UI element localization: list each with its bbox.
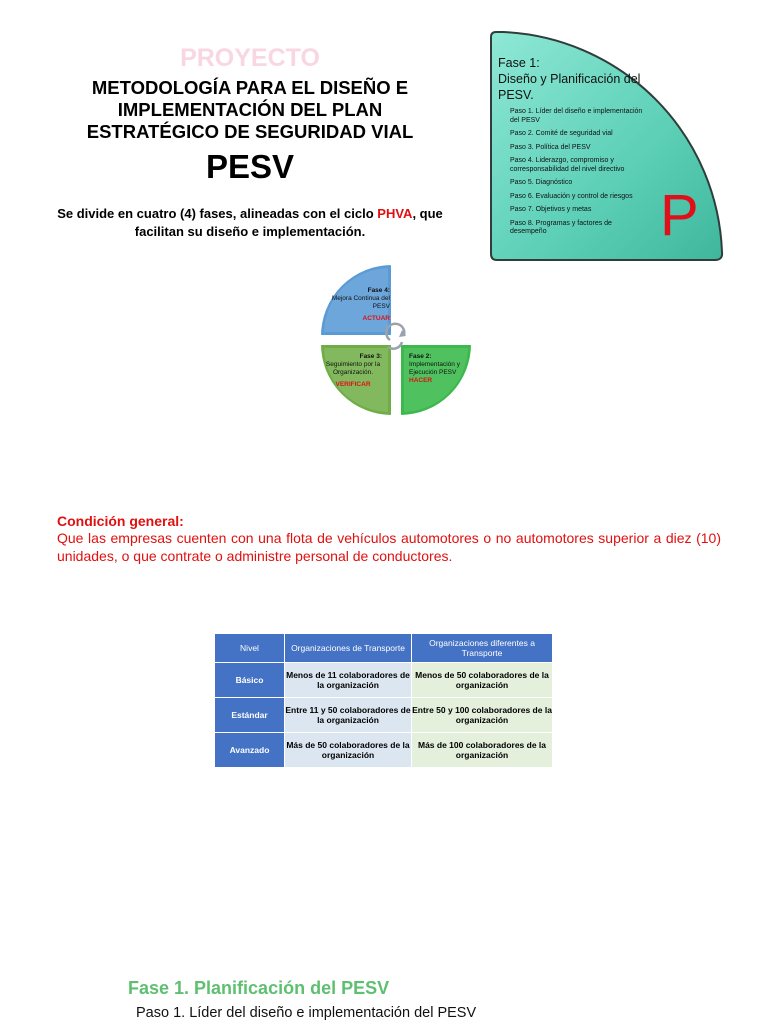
fase1-step: Paso 7. Objetivos y metas <box>510 206 592 213</box>
fase2-label <box>409 353 465 385</box>
title-line: ESTRATÉGICO DE SEGURIDAD VIAL <box>86 121 414 142</box>
step-line: Paso 1. Líder del diseño e implementación del PESV <box>136 1005 477 1021</box>
fase3-label <box>324 353 382 389</box>
otras-cell: Entre 50 y 100 colaboradores de la organización <box>412 698 553 733</box>
table-row <box>215 663 553 698</box>
fase1-step: Paso 5. Diagnóstico <box>510 179 573 186</box>
phva-highlight: PHVA <box>377 206 413 221</box>
title-line: METODOLOGÍA PARA EL DISEÑO E <box>91 77 409 98</box>
cycle-shapes <box>318 262 474 418</box>
phva-cycle-diagram <box>318 262 474 418</box>
otras-cell: Menos de 50 colaboradores de la organización <box>412 663 553 698</box>
intro-paragraph <box>55 205 445 241</box>
fase1-step: Paso 1. Líder del diseño e implementación del PESV <box>510 108 643 124</box>
transporte-cell: Entre 11 y 50 colaboradores de la organización <box>285 698 412 733</box>
fase4-label <box>330 287 390 323</box>
condition-text: Que las empresas cuenten con una flota de vehículos automotores o no automotores superior a diez (10) unidades, o que contrate o administre personal de conductores. <box>57 530 721 564</box>
project-label: PROYECTO <box>180 44 320 72</box>
nivel-cell: Básico <box>215 663 285 698</box>
fase2-desc: Implementación y Ejecución PESV <box>409 361 460 376</box>
fase1-step: Paso 3. Política del PESV <box>510 143 591 151</box>
plan-letter: P <box>660 183 699 248</box>
fase1-step: Paso 4. Liderazgo, compromiso y corresponsabilidad del nivel directivo <box>510 157 625 173</box>
nivel-cell: Estándar <box>215 698 285 733</box>
fase3-tag: VERIFICAR <box>335 381 371 388</box>
section-heading: Fase 1. Planificación del PESV <box>128 978 390 998</box>
fase1-step-list <box>510 108 650 242</box>
table-header: Organizaciones diferentes a Transporte <box>412 634 553 663</box>
table-header: Nivel <box>215 634 285 663</box>
fase2-tag: HACER <box>409 377 433 384</box>
fase1-step: Paso 6. Evaluación y control de riesgos <box>510 192 633 200</box>
fase4-tag: ACTUAR <box>362 315 390 322</box>
fase1-step: Paso 2. Comité de seguridad vial <box>510 130 613 137</box>
fase3-desc: Seguimiento por la Organización. <box>325 361 381 376</box>
intro-text: Se divide en cuatro (4) fases, alineadas con el ciclo <box>57 206 378 221</box>
transporte-cell: Más de 50 colaboradores de la organización <box>285 733 412 768</box>
fase4-title: Fase 4: <box>367 287 390 294</box>
table-header: Organizaciones de Transporte <box>285 634 412 663</box>
fase4-desc: Mejora Continua del PESV <box>331 295 390 310</box>
otras-cell: Más de 100 colaboradores de la organización <box>412 733 553 768</box>
nivel-cell: Avanzado <box>215 733 285 768</box>
transporte-cell: Menos de 11 colaboradores de la organización <box>285 663 412 698</box>
title-line: IMPLEMENTACIÓN DEL PLAN <box>117 99 383 120</box>
table-row <box>215 698 553 733</box>
table-header-row <box>215 634 553 663</box>
fase1-step: Paso 8. Programas y factores de desempeño <box>510 219 612 235</box>
fase3-title: Fase 3: <box>359 353 382 360</box>
fase1-card-subtitle: Diseño y Planificación del PESV. <box>498 72 641 102</box>
intro-text-end: , que facilitan su diseño e implementación. <box>134 206 443 239</box>
condition-heading: Condición general: <box>57 513 184 529</box>
nivel-table <box>214 633 553 768</box>
fase1-card-title <box>498 55 648 103</box>
document-title <box>60 77 440 143</box>
acronym-heading: PESV <box>205 148 295 185</box>
fase1-card-title-line: Fase 1: <box>498 56 540 70</box>
table-row <box>215 733 553 768</box>
fase2-title: Fase 2: <box>409 353 432 360</box>
